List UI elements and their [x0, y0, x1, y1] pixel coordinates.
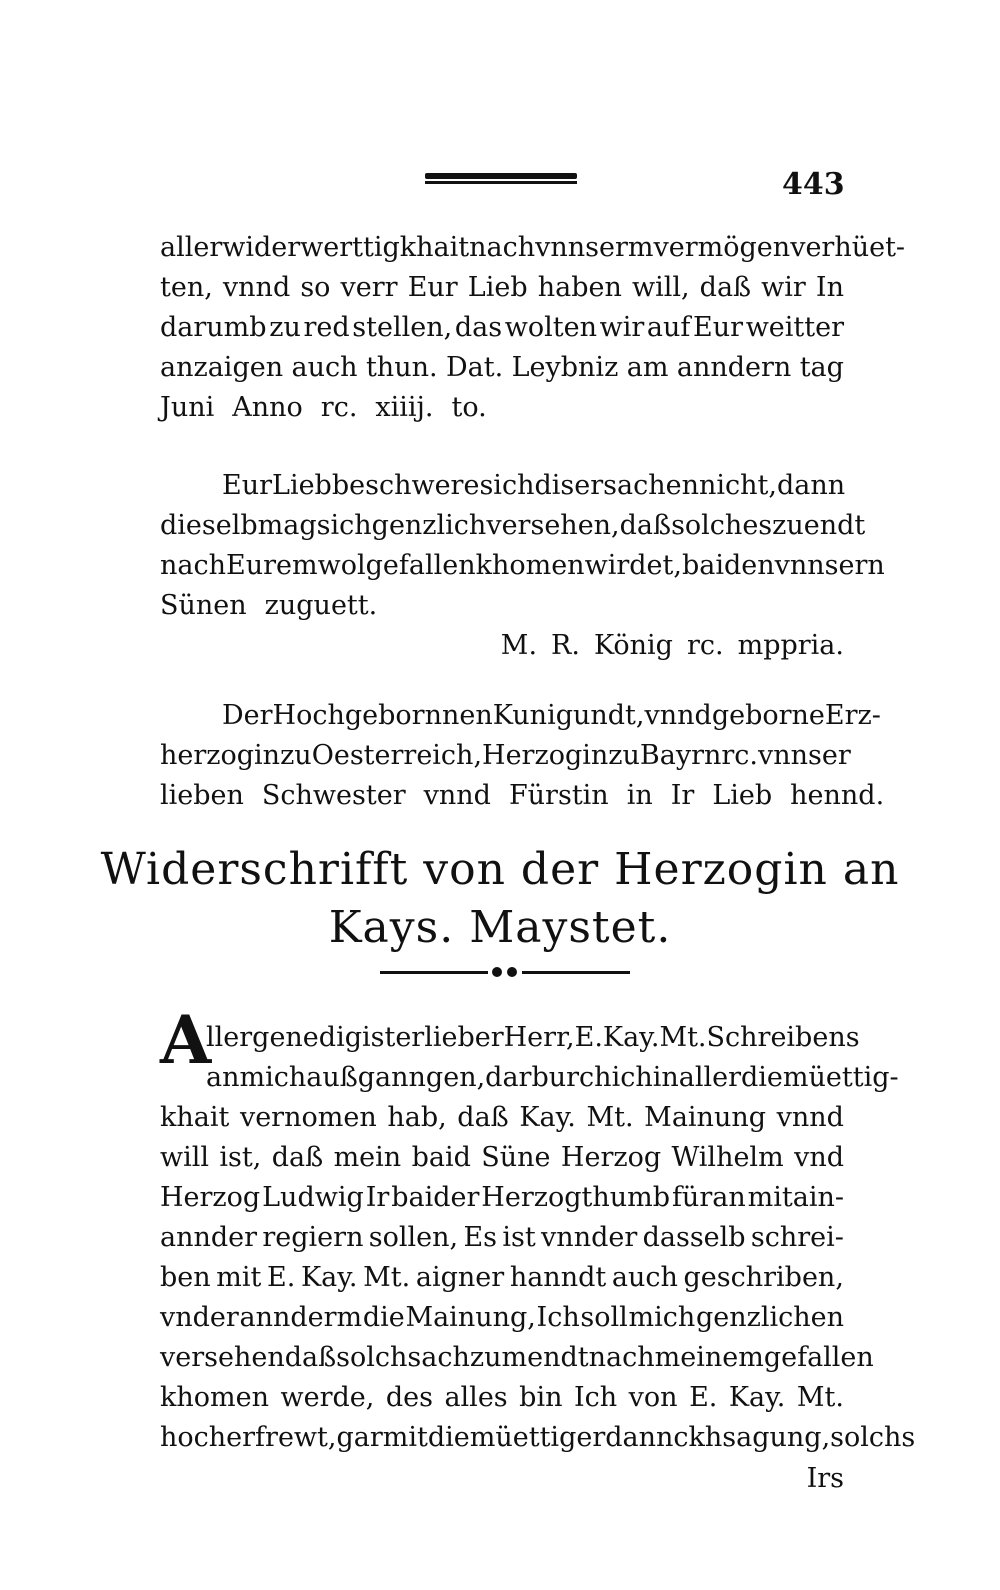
- word: ich: [611, 1062, 653, 1093]
- word: vnnserm: [535, 232, 654, 263]
- word: solchs: [830, 1422, 916, 1453]
- text-line: [160, 1098, 844, 1138]
- word: endt: [527, 1342, 589, 1373]
- text-line: [222, 466, 844, 506]
- word: meinem: [654, 1342, 764, 1373]
- word: zu: [608, 740, 640, 771]
- word: sich: [479, 470, 535, 501]
- header-rule-thin: [425, 181, 577, 184]
- word: diemüettiger: [427, 1422, 606, 1453]
- word: füran: [671, 1182, 746, 1213]
- word: Lieb: [712, 780, 773, 811]
- ornament-rule-left: [380, 971, 488, 974]
- word: mein: [333, 1142, 402, 1173]
- word: vnnsern: [774, 550, 885, 581]
- word: diemüettig-: [741, 1062, 899, 1093]
- word: nicht,: [698, 470, 777, 501]
- word: nach: [469, 232, 536, 263]
- word: hoch: [160, 1422, 227, 1453]
- word: Mt.: [363, 1262, 411, 1293]
- word: gar: [336, 1422, 383, 1453]
- word: vermögen: [653, 232, 791, 263]
- word: Ich: [536, 1302, 580, 1333]
- text-line: [160, 1298, 844, 1338]
- header-rule-thick: [425, 173, 577, 179]
- word: geschriben,: [683, 1262, 844, 1293]
- word: khomen: [475, 550, 585, 581]
- word: thun.: [365, 352, 438, 383]
- word: mit: [382, 1422, 428, 1453]
- ornament-dot: [507, 967, 517, 977]
- section-heading-line-1: Widerschrifft von der Herzogin an: [100, 844, 900, 895]
- word: von: [628, 1382, 678, 1413]
- word: endt: [803, 510, 866, 541]
- word: Anno: [232, 392, 303, 423]
- word: aigner: [415, 1262, 505, 1293]
- word: daß: [457, 1102, 509, 1133]
- word: Mt.: [586, 1102, 634, 1133]
- word: tag: [799, 352, 844, 383]
- word: auch: [611, 1262, 678, 1293]
- word: hanndt: [509, 1262, 607, 1293]
- word: wolten: [504, 312, 597, 343]
- word: zuguett.: [264, 590, 378, 621]
- text-line: [160, 1178, 844, 1218]
- word: vernomen: [239, 1102, 377, 1133]
- word: vnnd: [776, 1102, 844, 1133]
- signature-word: M.: [500, 630, 538, 661]
- text-line: [206, 1018, 860, 1058]
- page-number: 443: [782, 167, 845, 202]
- word: Mainung,: [405, 1302, 536, 1333]
- word: daß: [699, 272, 752, 303]
- signature-word: rc.: [686, 630, 724, 661]
- word: nach: [588, 1342, 655, 1373]
- word: dannckhsagung,: [605, 1422, 831, 1453]
- word: beschwere: [331, 470, 480, 501]
- word: annderm: [239, 1302, 363, 1333]
- word: das: [454, 312, 503, 343]
- word: mag: [257, 510, 317, 541]
- word: versehen,: [486, 510, 620, 541]
- word: Herr,: [503, 1022, 575, 1053]
- text-line: [160, 776, 885, 816]
- word: werde,: [280, 1382, 375, 1413]
- word: Mainung: [644, 1102, 767, 1133]
- ornament-dot: [492, 967, 502, 977]
- word: to.: [451, 392, 487, 423]
- word: Kay.: [728, 1382, 786, 1413]
- word: annder: [160, 1222, 258, 1253]
- word: In: [815, 272, 844, 303]
- word: sach: [407, 1342, 470, 1373]
- word: Juni: [160, 392, 215, 423]
- word: aller: [678, 1062, 742, 1093]
- word: dieselb: [160, 510, 258, 541]
- word: Ir: [670, 780, 695, 811]
- word: regiern: [262, 1222, 364, 1253]
- word: die: [362, 1302, 405, 1333]
- word: zum: [469, 1342, 528, 1373]
- header-rule: [425, 173, 577, 185]
- word: zu: [280, 740, 312, 771]
- signature-line: [500, 626, 844, 666]
- word: xiiij.: [375, 392, 434, 423]
- word: llergenedigister: [206, 1022, 425, 1053]
- word: stellen,: [352, 312, 453, 343]
- word: E.: [574, 1022, 603, 1053]
- word: Sünen: [160, 590, 247, 621]
- text-line: [206, 1058, 899, 1098]
- signature-word: mppria.: [737, 630, 844, 661]
- word: widerwerttigkhait: [222, 232, 470, 263]
- word: khait: [160, 1102, 230, 1133]
- word: baiden: [681, 550, 775, 581]
- word: daß: [271, 1142, 324, 1173]
- text-line: [160, 1218, 844, 1258]
- word: lieben: [160, 780, 244, 811]
- word: Eur: [407, 272, 458, 303]
- word: rc.: [320, 392, 358, 423]
- word: Fürstin: [508, 780, 609, 811]
- word: Lieb: [272, 470, 332, 501]
- word: Hochgebornnen: [272, 700, 493, 731]
- text-line: [160, 546, 885, 586]
- word: Herzog: [160, 1182, 261, 1213]
- word: vnnd: [222, 272, 291, 303]
- word: Ludwig: [262, 1182, 364, 1213]
- word: weitter: [745, 312, 844, 343]
- word: Wilhelm: [671, 1142, 784, 1173]
- word: Kay.: [602, 1022, 660, 1053]
- word: schrei-: [750, 1222, 844, 1253]
- word: sachen: [603, 470, 699, 501]
- word: darburch: [485, 1062, 612, 1093]
- word: zu: [269, 312, 301, 343]
- word: Mt.: [796, 1382, 844, 1413]
- drop-cap: A: [160, 1001, 212, 1079]
- word: des: [385, 1382, 433, 1413]
- word: außganngen,: [306, 1062, 486, 1093]
- word: lieber: [424, 1022, 504, 1053]
- word: Der: [222, 700, 273, 731]
- word: khomen: [160, 1382, 269, 1413]
- word: Bayrn: [639, 740, 722, 771]
- word: am: [626, 352, 669, 383]
- text-line: [160, 348, 844, 388]
- word: Eurem: [226, 550, 318, 581]
- word: auf: [646, 312, 691, 343]
- word: Mt.: [659, 1022, 707, 1053]
- word: solches: [671, 510, 773, 541]
- word: daß: [284, 1342, 337, 1373]
- word: ten,: [160, 272, 213, 303]
- word: Dat.: [445, 352, 504, 383]
- word: will: [160, 1142, 210, 1173]
- word: herzogin: [160, 740, 281, 771]
- word: alles: [444, 1382, 508, 1413]
- word: vnnd: [644, 700, 712, 731]
- word: solch: [336, 1342, 408, 1373]
- word: darumb: [160, 312, 267, 343]
- text-line: [160, 736, 851, 776]
- word: vnd: [794, 1142, 844, 1173]
- word: Herzogin: [482, 740, 609, 771]
- word: mich: [239, 1062, 307, 1093]
- text-line: [160, 1258, 844, 1298]
- word: Eur: [222, 470, 273, 501]
- word: an: [206, 1062, 240, 1093]
- word: Kay.: [300, 1262, 358, 1293]
- word: Leybniz: [511, 352, 619, 383]
- text-line: [160, 1418, 916, 1458]
- word: in: [626, 780, 653, 811]
- word: Herzogthumb: [481, 1182, 671, 1213]
- word: Ir: [365, 1182, 390, 1213]
- text-line: [160, 268, 844, 308]
- word: anzaigen: [160, 352, 284, 383]
- word: mit: [216, 1262, 262, 1293]
- word: vnnd: [423, 780, 491, 811]
- word: dann: [776, 470, 846, 501]
- word: erfrewt,: [226, 1422, 337, 1453]
- word: rc.: [721, 740, 759, 771]
- word: wir: [599, 312, 645, 343]
- word: Es: [463, 1222, 498, 1253]
- text-line: [160, 308, 844, 348]
- word: so: [300, 272, 331, 303]
- word: verr: [340, 272, 398, 303]
- word: mich: [628, 1302, 696, 1333]
- word: diser: [534, 470, 604, 501]
- word: Eur: [693, 312, 744, 343]
- word: ist,: [219, 1142, 262, 1173]
- word: will,: [631, 272, 690, 303]
- word: zu: [772, 510, 804, 541]
- word: aller: [160, 232, 223, 263]
- word: ben: [160, 1262, 211, 1293]
- word: verhüet-: [790, 232, 906, 263]
- word: Erz-: [824, 700, 881, 731]
- word: nach: [160, 550, 226, 581]
- word: red: [303, 312, 350, 343]
- word: Schreibens: [706, 1022, 860, 1053]
- ornament-rule-right: [522, 971, 630, 974]
- section-heading-line-2: Kays. Maystet.: [328, 902, 672, 953]
- word: versehen: [160, 1342, 285, 1373]
- word: baid: [411, 1142, 471, 1173]
- word: E.: [689, 1382, 718, 1413]
- word: genzlichen: [695, 1302, 844, 1333]
- word: gefallen: [763, 1342, 874, 1373]
- word: hennd.: [790, 780, 885, 811]
- word: wir: [761, 272, 806, 303]
- word: hab,: [387, 1102, 447, 1133]
- word: dasselb: [642, 1222, 746, 1253]
- catchword: Irs: [806, 1463, 844, 1494]
- word: mitain-: [747, 1182, 844, 1213]
- word: baider: [391, 1182, 480, 1213]
- word: geborne: [711, 700, 825, 731]
- text-line: [160, 1338, 874, 1378]
- word: Kunigundt,: [492, 700, 645, 731]
- word: sich: [316, 510, 372, 541]
- word: Herzog: [560, 1142, 662, 1173]
- text-line: [160, 1138, 844, 1178]
- word: haben: [537, 272, 622, 303]
- word: E.: [267, 1262, 296, 1293]
- ornament-divider: [380, 966, 630, 978]
- word: vnnser: [758, 740, 851, 771]
- word: Oesterreich,: [311, 740, 483, 771]
- word: Ich: [573, 1382, 618, 1413]
- word: wolgefallen: [317, 550, 476, 581]
- word: genzlich: [371, 510, 487, 541]
- word: sollen,: [368, 1222, 459, 1253]
- word: daß: [619, 510, 672, 541]
- signature-word: R.: [551, 630, 580, 661]
- text-line: [160, 586, 844, 626]
- word: vnnder: [541, 1222, 638, 1253]
- word: vnder: [160, 1302, 239, 1333]
- word: Süne: [481, 1142, 551, 1173]
- word: anndern: [676, 352, 792, 383]
- word: Schwester: [261, 780, 406, 811]
- word: Lieb: [467, 272, 528, 303]
- text-line: [160, 228, 906, 268]
- word: bin: [519, 1382, 563, 1413]
- text-line: [160, 388, 844, 428]
- word: soll: [580, 1302, 628, 1333]
- word: ist: [502, 1222, 536, 1253]
- signature-word: König: [593, 630, 673, 661]
- text-line: [222, 696, 881, 736]
- word: in: [652, 1062, 679, 1093]
- word: Kay.: [519, 1102, 576, 1133]
- text-line: [160, 506, 866, 546]
- word: wirdet,: [584, 550, 682, 581]
- text-line: [160, 1378, 844, 1418]
- word: auch: [291, 352, 358, 383]
